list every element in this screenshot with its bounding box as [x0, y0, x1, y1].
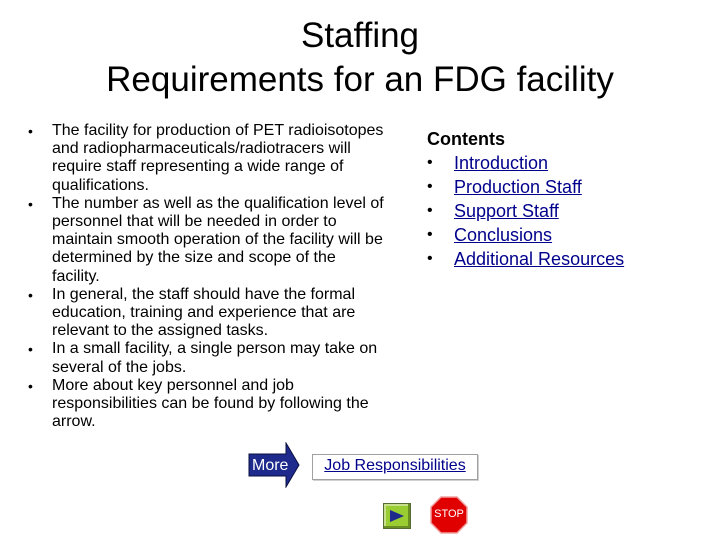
- bullet-dot: •: [28, 341, 33, 358]
- production-staff-link[interactable]: Production Staff: [454, 177, 582, 197]
- bullet-dot: •: [28, 286, 33, 303]
- introduction-link[interactable]: Introduction: [454, 153, 549, 173]
- contents-item-support-staff: [427, 199, 624, 223]
- bullet-dot: •: [427, 250, 433, 267]
- bullet-item: [26, 340, 386, 376]
- page-title: [0, 14, 720, 102]
- bullet-dot: •: [28, 377, 33, 394]
- title-line-2: Requirements for an FDG facility: [106, 60, 614, 99]
- bullet-item: [26, 286, 386, 341]
- stop-sign-button[interactable]: [430, 496, 468, 534]
- next-slide-button[interactable]: [383, 503, 411, 529]
- bullet-dot: •: [427, 202, 433, 219]
- bullet-text: In a small facility, a single person may take on several of the jobs.: [52, 340, 378, 376]
- contents-list: [427, 151, 624, 271]
- bullet-dot: •: [427, 178, 433, 195]
- stop-sign-icon: [431, 497, 467, 533]
- stop-sign-label: STOP: [434, 508, 464, 520]
- bullet-dot: •: [28, 195, 33, 212]
- support-staff-link[interactable]: Support Staff: [454, 201, 559, 221]
- bullet-dot: •: [427, 154, 433, 171]
- title-line-1: Staffing: [300, 16, 420, 55]
- contents-item-conclusions: [427, 223, 624, 247]
- contents-heading: Contents: [427, 129, 505, 149]
- bullet-dot: •: [28, 123, 33, 139]
- bullet-text: The number as well as the qualification level of personnel that will be needed in order to maintain smooth operation of the facility will be determined by the size and scope of the facility.: [52, 194, 384, 285]
- bullet-text: In general, the staff should have the formal education, training and experience that are relevant to the assigned tasks.: [52, 285, 356, 340]
- play-arrow-icon: [389, 509, 405, 523]
- job-responsibilities-link[interactable]: Job Responsibilities: [312, 454, 478, 480]
- contents-panel: [427, 127, 624, 271]
- more-button-label: More: [252, 457, 289, 474]
- additional-resources-link[interactable]: Additional Resources: [454, 249, 625, 269]
- conclusions-link[interactable]: Conclusions: [454, 225, 553, 245]
- bullet-dot: •: [427, 226, 433, 243]
- contents-item-additional-resources: [427, 247, 624, 271]
- contents-item-production-staff: [427, 175, 624, 199]
- bullet-item: [26, 195, 386, 286]
- bullet-item: [26, 122, 386, 195]
- bullet-text: More about key personnel and job responsibilities can be found by following the arrow.: [52, 376, 369, 431]
- contents-item-introduction: [427, 151, 624, 175]
- bullet-text: The facility for production of PET radioisotopes and radiopharmaceuticals/radiotracers will require staff representing a wide range of qualifications.: [52, 122, 384, 194]
- bullet-item: [26, 377, 386, 432]
- bullet-list: [26, 122, 386, 431]
